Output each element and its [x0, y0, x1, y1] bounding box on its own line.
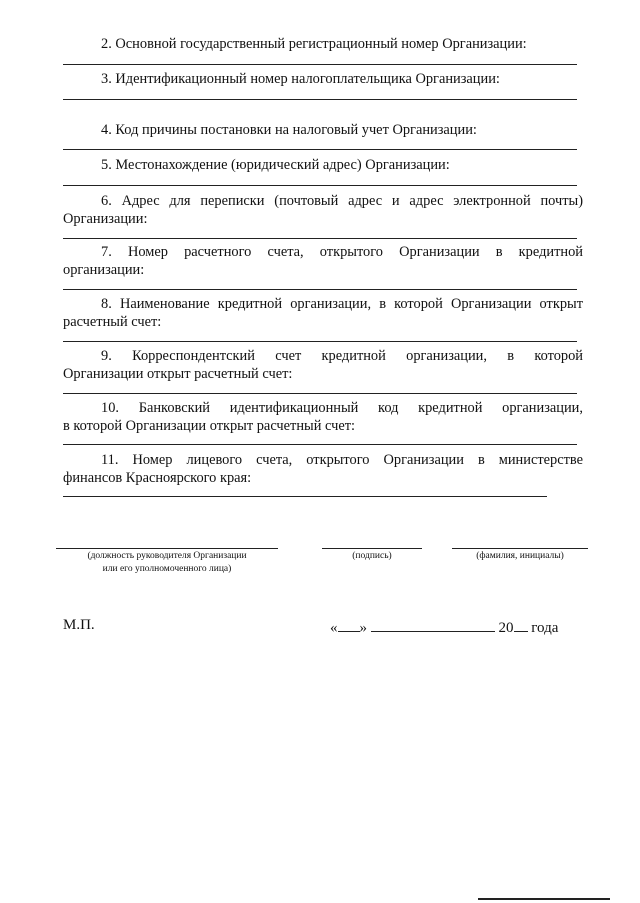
sign-signature-line[interactable] [322, 548, 422, 549]
field-label-8-cont: расчетный счет: [63, 314, 162, 330]
field-label-10-cont: в которой Организации открыт расчетный счет: [63, 418, 356, 434]
field-item-8 [63, 295, 583, 331]
year-blank[interactable] [514, 617, 528, 632]
footer-rule [478, 898, 610, 900]
field-item-2 [63, 35, 583, 53]
sign-caption: (подпись) [352, 551, 392, 561]
field-label-2: 2. Основной государственный регистрационный номер Организации: [101, 36, 527, 52]
field-label-7-cont: организации: [63, 262, 145, 278]
field-label-9: 9. Корреспондентский счет кредитной организации, в которой [101, 348, 583, 364]
field-item-10 [63, 399, 583, 435]
name-signature-line[interactable] [452, 548, 588, 549]
field-label-7: 7. Номер расчетного счета, открытого Организации в кредитной [101, 244, 583, 260]
field-item-7 [63, 243, 583, 279]
month-blank[interactable] [371, 617, 495, 632]
field-input-line-9[interactable] [63, 393, 577, 394]
field-input-line-3[interactable] [63, 99, 577, 100]
field-input-line-8[interactable] [63, 341, 577, 342]
field-item-6 [63, 192, 583, 228]
date-open-quote: « [330, 620, 338, 636]
field-label-5: 5. Местонахождение (юридический адрес) Организации: [101, 157, 450, 173]
field-item-5 [63, 156, 583, 174]
date-close-quote: » [359, 620, 367, 636]
name-caption: (фамилия, инициалы) [476, 551, 564, 561]
stamp-label: М.П. [63, 617, 95, 633]
field-input-line-10[interactable] [63, 444, 577, 445]
field-label-11-cont: финансов Красноярского края: [63, 470, 252, 486]
field-input-line-6[interactable] [63, 238, 577, 239]
field-input-line-4[interactable] [63, 149, 577, 150]
year-suffix: года [531, 620, 559, 636]
position-signature-line[interactable] [56, 548, 278, 549]
field-label-4: 4. Код причины постановки на налоговый учет Организации: [101, 122, 477, 138]
date-line [330, 617, 558, 637]
day-blank[interactable] [338, 617, 360, 632]
field-label-6: 6. Адрес для переписки (почтовый адрес и адрес электронной почты) [101, 193, 583, 209]
field-item-4 [63, 121, 583, 139]
field-label-11: 11. Номер лицевого счета, открытого Организации в министерстве [101, 452, 583, 468]
field-input-line-11[interactable] [63, 496, 547, 497]
field-label-6-cont: Организации: [63, 211, 148, 227]
field-input-line-7[interactable] [63, 289, 577, 290]
field-input-line-2[interactable] [63, 64, 577, 65]
year-prefix: 20 [498, 620, 514, 636]
field-label-9-cont: Организации открыт расчетный счет: [63, 366, 293, 382]
field-input-line-5[interactable] [63, 185, 577, 186]
field-item-9 [63, 347, 583, 383]
field-label-10: 10. Банковский идентификационный код кредитной организации, [101, 400, 583, 416]
field-item-3 [63, 70, 583, 88]
position-caption: (должность руководителя Организации или его уполномоченного лица) [87, 551, 247, 574]
field-label-3: 3. Идентификационный номер налогоплательщика Организации: [101, 71, 500, 87]
field-label-8: 8. Наименование кредитной организации, в которой Организации открыт [101, 296, 583, 312]
field-item-11 [63, 451, 583, 487]
